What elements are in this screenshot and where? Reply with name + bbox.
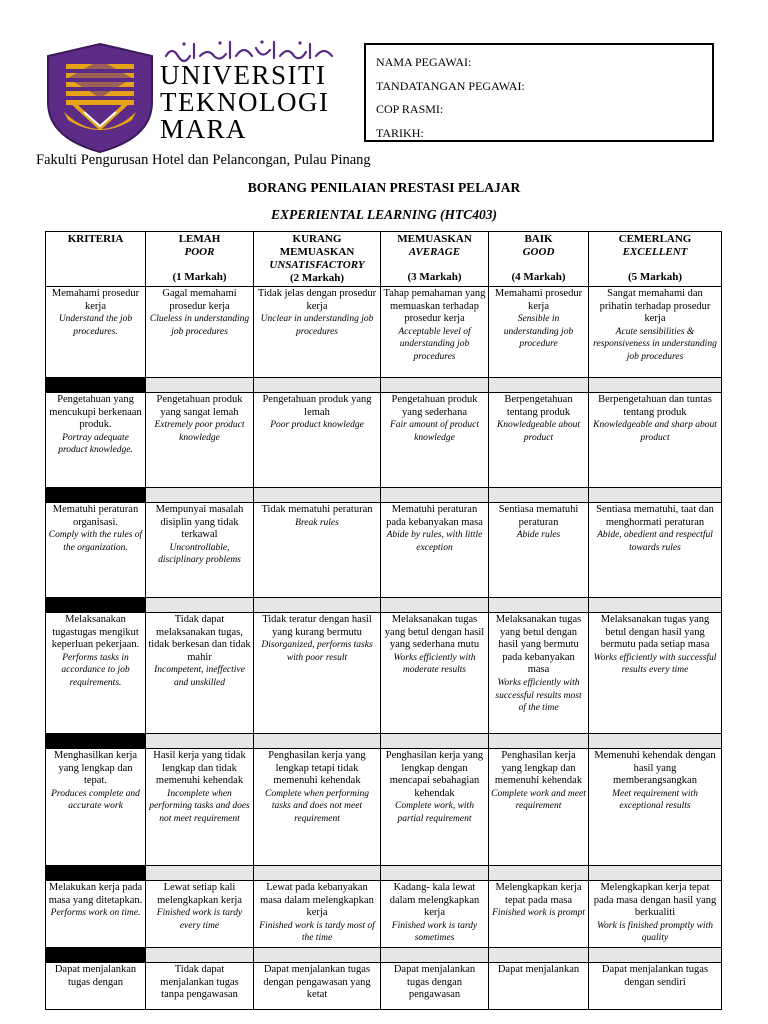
- cell-text-malay: Kadang- kala lewat dalam melengkapkan kerja: [389, 882, 480, 919]
- cell-text-english: Complete work and meet requirement: [491, 788, 586, 812]
- cell-text-malay: Tidak dapat menjalankan tugas tanpa pengawasan: [160, 964, 239, 1001]
- score-separator-row: [46, 598, 722, 613]
- criteria-cell: [46, 749, 146, 866]
- cell-text-english: Fair amount of product knowledge: [389, 420, 480, 443]
- cell-text-english: Knowledgeable and sharp about product: [593, 420, 717, 443]
- cell-text-malay: Gagal memahami prosedur kerja: [162, 288, 237, 312]
- university-line: MARA: [160, 114, 248, 144]
- cell-text-malay: Tidak mematuhi peraturan: [261, 504, 373, 515]
- cell-text-english: Extremely poor product knowledge: [154, 420, 245, 443]
- field-nama-pegawai: NAMA PEGAWAI:: [376, 55, 472, 69]
- column-header-label: CEMERLANG: [618, 233, 692, 245]
- cell-text-english: Works efficiently with moderate results: [393, 652, 476, 676]
- rubric-row: [46, 393, 722, 488]
- cell-text-malay: Dapat menjalankan: [497, 964, 580, 975]
- column-marks: (5 Markah): [627, 271, 683, 283]
- cell-text-english: Meet requirement with exceptional results: [612, 788, 698, 812]
- rating-cell: [254, 613, 381, 734]
- form-title: BORANG PENILAIAN PRESTASI PELAJAR: [247, 180, 521, 195]
- cell-text-english: Works efficiently with successful results most of the time: [495, 677, 582, 714]
- cell-text-malay: Melaksanakan tugastugas mengikut keperluan pekerjaan.: [51, 614, 140, 651]
- column-marks: (4 Markah): [511, 271, 566, 283]
- rating-cell: [589, 503, 722, 598]
- cell-text-malay: Lewat pada kebanyakan masa dalam melengkapkan kerja: [260, 882, 374, 919]
- cell-text-malay: Penghasilan kerja yang lengkap dan memenuhi kehendak: [494, 750, 583, 787]
- cell-text-malay: Pengetahuan produk yang sangat lemah: [156, 394, 243, 418]
- rubric-row: [46, 963, 722, 1010]
- university-line: TEKNOLOGI: [160, 87, 330, 117]
- column-header-english: EXCELLENT: [622, 246, 688, 258]
- cell-text-malay: Penghasilan kerja yang lengkap tetapi tidak memenuhi kehendak: [268, 750, 366, 787]
- rating-cell: [146, 287, 254, 378]
- cell-text-malay: Mematuhi peraturan organisasi.: [52, 504, 139, 528]
- cell-text-malay: Dapat menjalankan tugas dengan pengawasan yang ketat: [263, 964, 371, 1001]
- rating-cell: [381, 613, 489, 734]
- score-entry-cell[interactable]: [489, 948, 589, 963]
- score-entry-cell[interactable]: [254, 488, 381, 503]
- score-separator-row: [46, 488, 722, 503]
- column-header: [589, 232, 722, 287]
- rating-cell: [589, 749, 722, 866]
- cell-text-english: Abide rules: [516, 530, 561, 541]
- course-title: EXPERIENTAL LEARNING (HTC403): [270, 207, 498, 222]
- cell-text-english: Complete work, with partial requirement: [395, 801, 474, 824]
- score-separator-row: [46, 948, 722, 963]
- score-entry-cell[interactable]: [489, 488, 589, 503]
- score-entry-cell[interactable]: [146, 598, 254, 613]
- separator-black-cell: [46, 866, 146, 881]
- cell-text-malay: Pengetahuan produk yang sederhana: [391, 394, 478, 418]
- column-marks: (3 Markah): [407, 271, 462, 283]
- rating-cell: [381, 503, 489, 598]
- score-entry-cell[interactable]: [254, 866, 381, 881]
- score-entry-cell[interactable]: [381, 734, 489, 749]
- cell-text-malay: Lewat setiap kali melengkapkan kerja: [157, 882, 242, 906]
- score-entry-cell[interactable]: [146, 948, 254, 963]
- column-header-english: GOOD: [522, 246, 555, 258]
- separator-black-cell: [46, 948, 146, 963]
- uitm-logo: [44, 42, 156, 154]
- cell-text-english: Finished work is tardy every time: [156, 908, 243, 931]
- cell-text-english: Unclear in understanding job procedures: [260, 314, 374, 337]
- cell-text-english: Disorganized, performs tasks with poor result: [261, 640, 373, 663]
- cell-text-malay: Mematuhi peraturan pada kebanyakan masa: [386, 504, 483, 528]
- separator-black-cell: [46, 488, 146, 503]
- cell-text-english: Break rules: [295, 517, 339, 528]
- cell-text-malay: Berpengetahuan tentang produk: [504, 394, 573, 418]
- rubric-row: [46, 287, 722, 378]
- column-header-label: LEMAH: [178, 233, 221, 245]
- cell-text-malay: Melaksanakan tugas yang betul dengan hasil yang sederhana mutu: [384, 614, 485, 651]
- column-header: [489, 232, 589, 287]
- cell-text-english: Incompetent, ineffective and unskilled: [154, 665, 245, 688]
- rating-cell: [489, 613, 589, 734]
- rating-cell: [254, 963, 381, 1010]
- rating-cell: [489, 749, 589, 866]
- score-entry-cell[interactable]: [489, 866, 589, 881]
- criteria-cell: [46, 287, 146, 378]
- university-line: UNIVERSITI: [160, 60, 327, 90]
- cell-text-english: Finished work is tardy most of the time: [259, 920, 375, 944]
- rating-cell: [146, 393, 254, 488]
- column-header-english: UNSATISFACTORY: [269, 259, 365, 271]
- rating-cell: [589, 881, 722, 948]
- rating-cell: [254, 287, 381, 378]
- rating-cell: [381, 881, 489, 948]
- rating-cell: [589, 287, 722, 378]
- rubric-row: [46, 613, 722, 734]
- rating-cell: [254, 749, 381, 866]
- column-header-label: BAIK: [524, 233, 553, 245]
- cell-text-malay: Melengkapkan kerja tepat pada masa: [495, 882, 582, 906]
- cell-text-malay: Memahami prosedur kerja: [494, 288, 583, 312]
- rubric-row: [46, 749, 722, 866]
- rating-cell: [489, 393, 589, 488]
- cell-text-english: Works efficiently with successful results every time: [593, 652, 717, 676]
- cell-text-malay: Hasil kerja yang tidak lengkap dan tidak memenuhi kehendak: [153, 750, 246, 787]
- rating-cell: [489, 287, 589, 378]
- cell-text-malay: Melakukan kerja pada masa yang ditetapkan.: [48, 882, 143, 906]
- rating-cell: [589, 613, 722, 734]
- rating-cell: [254, 881, 381, 948]
- score-entry-cell[interactable]: [589, 734, 722, 749]
- rating-cell: [589, 393, 722, 488]
- cell-text-malay: Melengkapkan kerja tepat pada masa dengan hasil yang berkualiti: [593, 882, 717, 919]
- rating-cell: [146, 963, 254, 1010]
- cell-text-english: Incomplete when performing tasks and does not meet requirement: [149, 788, 250, 824]
- cell-text-malay: Tahap pemahaman yang memuaskan terhadap prosedur kerja: [383, 288, 486, 325]
- cell-text-malay: Penghasilan kerja yang lengkap dengan mencapai sebahagian kehendak: [385, 750, 484, 799]
- field-tarikh: TARIKH:: [376, 125, 424, 140]
- score-entry-cell[interactable]: [489, 378, 589, 393]
- cell-text-malay: Sentiasa mematuhi, taat dan menghormati peraturan: [596, 504, 714, 528]
- column-header-english: POOR: [184, 246, 215, 258]
- column-header-label: KRITERIA: [67, 233, 124, 245]
- separator-black-cell: [46, 598, 146, 613]
- cell-text-malay: Dapat menjalankan tugas dengan pengawasan: [393, 964, 476, 1001]
- rating-cell: [254, 503, 381, 598]
- score-entry-cell[interactable]: [489, 734, 589, 749]
- rating-cell: [381, 963, 489, 1010]
- cell-text-english: Complete when performing tasks and does not meet requirement: [265, 788, 369, 824]
- score-entry-cell[interactable]: [589, 948, 722, 963]
- cell-text-malay: Sangat memahami dan prihatin terhadap prosedur kerja: [599, 288, 711, 325]
- cell-text-english: Clueless in understanding job procedures: [149, 314, 250, 337]
- criteria-cell: [46, 613, 146, 734]
- cell-text-english: Performs tasks in accordance to job requirements.: [61, 652, 130, 688]
- cell-text-english: Portray adequate product knowledge.: [58, 432, 133, 456]
- cell-text-english: Finished work is tardy sometimes: [391, 920, 478, 944]
- rating-cell: [146, 503, 254, 598]
- cell-text-english: Acute sensibilities & responsiveness in understanding job procedures: [593, 326, 717, 362]
- rating-cell: [381, 749, 489, 866]
- column-header: [146, 232, 254, 287]
- rating-cell: [146, 749, 254, 866]
- cell-text-malay: Memahami prosedur kerja: [51, 288, 140, 312]
- score-entry-cell[interactable]: [146, 378, 254, 393]
- cell-text-malay: Pengetahuan yang mencukupi berkenaan produk.: [49, 394, 142, 431]
- criteria-cell: [46, 393, 146, 488]
- score-entry-cell[interactable]: [589, 488, 722, 503]
- column-header: [381, 232, 489, 287]
- cell-text-english: Abide, obedient and respectful towards rules: [597, 530, 713, 553]
- rating-cell: [254, 393, 381, 488]
- cell-text-malay: Dapat menjalankan tugas dengan: [54, 964, 137, 988]
- cell-text-malay: Berpengetahuan dan tuntas tentang produk: [598, 394, 712, 418]
- field-cop-rasmi: COP RASMI:: [376, 102, 444, 116]
- cell-text-malay: Sentiasa mematuhi peraturan: [498, 504, 579, 528]
- rating-cell: [589, 963, 722, 1010]
- column-header-english: AVERAGE: [408, 246, 461, 258]
- cell-text-malay: Tidak jelas dengan prosedur kerja: [257, 288, 377, 312]
- assessment-rubric-table: [45, 231, 722, 1010]
- cell-text-english: Abide by rules, with little exception: [386, 530, 483, 553]
- rating-cell: [489, 963, 589, 1010]
- criteria-cell: [46, 881, 146, 948]
- rating-cell: [146, 881, 254, 948]
- rubric-row: [46, 503, 722, 598]
- score-entry-cell[interactable]: [489, 598, 589, 613]
- cell-text-malay: Memenuhi kehendak dengan hasil yang memberangsangkan: [594, 750, 716, 787]
- cell-text-malay: Melaksanakan tugas yang betul dengan hasil yang bermutu pada kebanyakan masa: [495, 614, 582, 676]
- separator-black-cell: [46, 734, 146, 749]
- rating-cell: [381, 393, 489, 488]
- field-tandatangan-pegawai: TANDATANGAN PEGAWAI:: [376, 78, 525, 93]
- cell-text-english: Knowledgeable about product: [496, 420, 581, 443]
- column-header: [254, 232, 381, 287]
- score-entry-cell[interactable]: [381, 598, 489, 613]
- score-entry-cell[interactable]: [381, 948, 489, 963]
- rating-cell: [146, 613, 254, 734]
- cell-text-english: Poor product knowledge: [270, 420, 364, 431]
- cell-text-malay: Pengetahuan produk yang lemah: [262, 394, 372, 418]
- rubric-row: [46, 881, 722, 948]
- cell-text-malay: Tidak dapat melaksanakan tugas, tidak berkesan dan tidak mahir: [148, 614, 251, 663]
- score-entry-cell[interactable]: [381, 866, 489, 881]
- header-row: [46, 232, 722, 287]
- cell-text-english: Acceptable level of understanding job procedures: [398, 326, 471, 362]
- score-entry-cell[interactable]: [589, 378, 722, 393]
- score-separator-row: [46, 866, 722, 881]
- rating-cell: [489, 503, 589, 598]
- score-entry-cell[interactable]: [254, 598, 381, 613]
- score-entry-cell[interactable]: [254, 378, 381, 393]
- column-header: [46, 232, 146, 287]
- score-entry-cell[interactable]: [146, 488, 254, 503]
- score-entry-cell[interactable]: [146, 734, 254, 749]
- score-entry-cell[interactable]: [589, 866, 722, 881]
- officer-info-box: [364, 43, 714, 142]
- cell-text-malay: Melaksanakan tugas yang betul dengan hasil yang bermutu pada setiap masa: [600, 614, 710, 651]
- criteria-cell: [46, 503, 146, 598]
- cell-text-malay: Menghasilkan kerja yang lengkap dan tepat.: [53, 750, 138, 787]
- score-entry-cell[interactable]: [254, 948, 381, 963]
- cell-text-english: Understand the job procedures.: [58, 314, 133, 337]
- score-entry-cell[interactable]: [381, 378, 489, 393]
- university-name: [160, 62, 329, 143]
- cell-text-malay: Mempunyai masalah disiplin yang tidak terkawal: [155, 504, 244, 541]
- cell-text-english: Uncontrollable, disciplinary problems: [158, 542, 241, 566]
- column-marks: (2 Markah): [289, 272, 345, 284]
- criteria-cell: [46, 963, 146, 1010]
- score-entry-cell[interactable]: [254, 734, 381, 749]
- score-separator-row: [46, 734, 722, 749]
- rating-cell: [381, 287, 489, 378]
- score-entry-cell[interactable]: [381, 488, 489, 503]
- score-separator-row: [46, 378, 722, 393]
- column-header-label: MEMUASKAN: [397, 233, 472, 245]
- cell-text-english: Comply with the rules of the organization.: [48, 530, 143, 553]
- score-entry-cell[interactable]: [146, 866, 254, 881]
- separator-black-cell: [46, 378, 146, 393]
- cell-text-malay: Dapat menjalankan tugas dengan sendiri: [601, 964, 709, 988]
- score-entry-cell[interactable]: [589, 598, 722, 613]
- cell-text-malay: Tidak teratur dengan hasil yang kurang bermutu: [262, 614, 372, 638]
- cell-text-english: Performs work on time.: [50, 908, 141, 919]
- rating-cell: [489, 881, 589, 948]
- cell-text-english: Finished work is prompt: [492, 908, 585, 919]
- cell-text-english: Produces complete and accurate work: [51, 788, 140, 812]
- cell-text-english: Sensible in understanding job procedure: [503, 314, 574, 350]
- column-header-label: KURANG MEMUASKAN: [279, 233, 355, 258]
- cell-text-english: Work is finished promptly with quality: [597, 920, 713, 944]
- column-marks: (1 Markah): [172, 271, 227, 283]
- faculty-name: Fakulti Pengurusan Hotel dan Pelancongan, Pulau Pinang: [36, 152, 371, 168]
